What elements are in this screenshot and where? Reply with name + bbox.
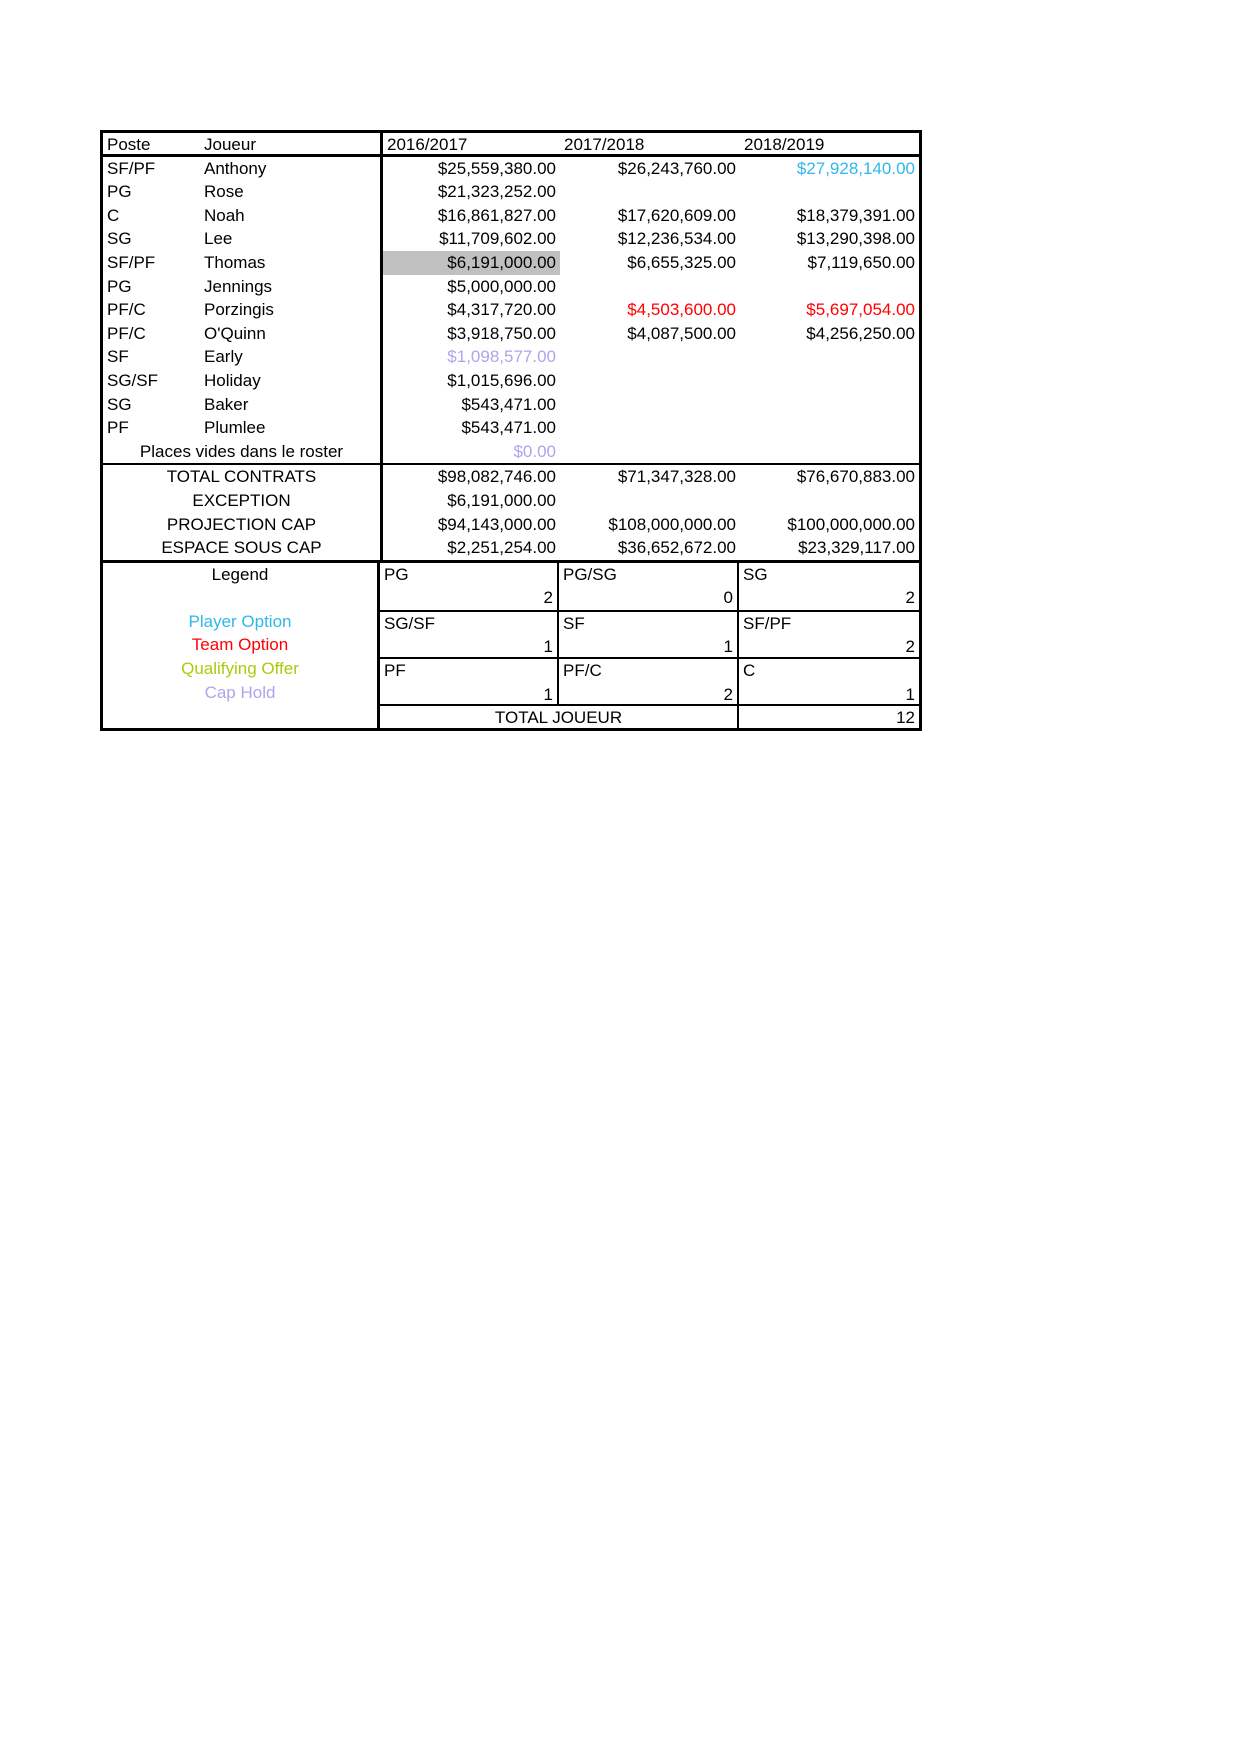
player-row [103, 180, 919, 204]
salary-2016-2017: $1,015,696.00 [380, 369, 560, 393]
position-count-cell [737, 563, 919, 610]
header-season-2016-2017: 2016/2017 [380, 133, 560, 156]
salary-2018-2019: $4,256,250.00 [806, 323, 915, 343]
bottom-section [100, 563, 922, 731]
salary-2017-2018 [560, 180, 740, 204]
position-count-cell [557, 610, 737, 657]
position-count: 0 [723, 588, 733, 608]
player-position: SF/PF [107, 158, 156, 178]
summary-2016-2017: $94,143,000.00 [380, 513, 560, 537]
salary-2016-2017: $543,471.00 [380, 416, 560, 440]
player-position: SG/SF [107, 370, 159, 390]
player-position: SG [107, 394, 132, 414]
salary-2016-2017: $3,918,750.00 [380, 322, 560, 346]
player-name: Noah [204, 205, 245, 225]
legend-item: Qualifying Offer [181, 659, 299, 679]
summary-rows [103, 463, 919, 559]
salary-2018-2019: $7,119,650.00 [807, 252, 915, 272]
salary-2017-2018 [560, 345, 740, 369]
salary-2016-2017: $543,471.00 [380, 393, 560, 417]
legend-item: Cap Hold [204, 682, 276, 702]
player-name: Rose [204, 182, 244, 202]
salary-2018-2019: $13,290,398.00 [796, 229, 915, 249]
summary-label: TOTAL CONTRATS [166, 467, 317, 487]
player-row [103, 393, 919, 417]
summary-2017-2018: $71,347,328.00 [617, 467, 736, 487]
salary-2018-2019: $5,697,054.00 [806, 300, 915, 320]
summary-label: EXCEPTION [192, 490, 291, 510]
position-summary [380, 563, 919, 728]
position-label: PG/SG [563, 564, 617, 584]
salary-2016-2017: $5,000,000.00 [380, 275, 560, 299]
header-season-2017-2018: 2017/2018 [564, 135, 645, 154]
player-row [103, 275, 919, 299]
player-position: C [107, 205, 120, 225]
salary-2018-2019 [740, 345, 919, 369]
player-row [103, 369, 919, 393]
position-count: 2 [543, 588, 553, 608]
player-position: SF [107, 347, 129, 367]
position-label: SG/SF [384, 613, 436, 633]
summary-2017-2018: $108,000,000.00 [608, 514, 736, 534]
player-name: O'Quinn [204, 323, 266, 343]
salary-2016-2017: $11,709,602.00 [380, 227, 560, 251]
position-count-cell [557, 563, 737, 610]
summary-2018-2019: $76,670,883.00 [796, 467, 915, 487]
player-position: PF/C [107, 323, 146, 343]
position-count: 1 [723, 637, 733, 657]
position-count-cell [737, 657, 919, 704]
position-count: 1 [543, 684, 553, 704]
summary-row [103, 463, 919, 489]
player-row [103, 227, 919, 251]
position-label: PG [384, 564, 409, 584]
salary-2017-2018: $17,620,609.00 [617, 205, 736, 225]
salary-2017-2018: $12,236,534.00 [617, 229, 736, 249]
salary-2018-2019 [740, 369, 919, 393]
salary-2016-2017: $1,098,577.00 [380, 345, 560, 369]
position-count-cell [380, 657, 557, 704]
position-count-cell [380, 563, 557, 610]
player-name: Porzingis [204, 300, 274, 320]
salary-2017-2018 [560, 369, 740, 393]
salary-2016-2017: $16,861,827.00 [380, 204, 560, 228]
position-count: 2 [723, 684, 733, 704]
position-label: C [743, 661, 756, 681]
salary-2018-2019 [740, 275, 919, 299]
header-season-2018-2019: 2018/2019 [744, 135, 825, 154]
position-label: SG [743, 564, 768, 584]
salary-2018-2019 [740, 180, 919, 204]
player-name: Plumlee [204, 418, 266, 438]
salary-2017-2018 [560, 275, 740, 299]
legend-box [103, 563, 380, 728]
position-count: 2 [905, 588, 915, 608]
legend-title: Legend [211, 564, 269, 584]
summary-2016-2017: $98,082,746.00 [380, 465, 560, 489]
player-name: Lee [204, 229, 233, 249]
player-row [103, 322, 919, 346]
legend-item: Team Option [191, 635, 289, 655]
player-rows [103, 157, 919, 440]
salary-2018-2019 [740, 393, 919, 417]
position-label: PF/C [563, 661, 602, 681]
player-position: SF/PF [107, 252, 156, 272]
position-label: PF [384, 661, 406, 681]
summary-2017-2018 [560, 489, 740, 513]
salary-2018-2019 [740, 416, 919, 440]
position-label: SF [563, 613, 585, 633]
summary-label: ESPACE SOUS CAP [161, 538, 322, 558]
salary-2016-2017: $6,191,000.00 [380, 251, 560, 275]
player-row [103, 251, 919, 275]
player-name: Thomas [204, 252, 266, 272]
salary-2017-2018 [560, 393, 740, 417]
salary-cap-sheet [100, 130, 922, 731]
summary-row [103, 489, 919, 513]
legend-item: Player Option [188, 611, 292, 631]
player-name: Anthony [204, 158, 267, 178]
salary-2017-2018: $4,503,600.00 [627, 300, 736, 320]
summary-2016-2017: $2,251,254.00 [380, 536, 560, 560]
player-row [103, 416, 919, 440]
salary-2016-2017: $21,323,252.00 [380, 180, 560, 204]
salary-2017-2018 [560, 416, 740, 440]
player-position: PF [107, 418, 129, 438]
empty-roster-label: Places vides dans le roster [139, 441, 344, 461]
salary-2017-2018: $6,655,325.00 [627, 252, 736, 272]
summary-2017-2018: $36,652,672.00 [617, 538, 736, 558]
salary-2017-2018: $26,243,760.00 [617, 158, 736, 178]
position-count: 1 [905, 684, 915, 704]
empty-roster-value-2018-2019 [740, 440, 919, 464]
player-name: Holiday [204, 370, 261, 390]
position-label: SF/PF [743, 613, 792, 633]
summary-2018-2019: $23,329,117.00 [798, 538, 915, 558]
position-grid [380, 563, 919, 705]
table-header-row [103, 133, 919, 157]
salary-2018-2019: $18,379,391.00 [796, 205, 915, 225]
legend-items [103, 610, 377, 704]
position-count: 1 [543, 637, 553, 657]
player-position: PF/C [107, 300, 146, 320]
position-count: 2 [905, 637, 915, 657]
player-row [103, 345, 919, 369]
salary-2018-2019: $27,928,140.00 [796, 158, 915, 178]
total-players-value: 12 [737, 706, 919, 729]
header-poste: Poste [107, 135, 151, 154]
empty-roster-row [103, 440, 919, 464]
player-row [103, 204, 919, 228]
position-count-cell [557, 657, 737, 704]
empty-roster-value-2016-2017: $0.00 [380, 440, 560, 464]
summary-2018-2019 [740, 489, 919, 513]
salary-2017-2018: $4,087,500.00 [627, 323, 736, 343]
empty-roster-value-2017-2018 [560, 440, 740, 464]
player-name: Baker [204, 394, 249, 414]
total-players-label: TOTAL JOUEUR [494, 708, 623, 728]
player-name: Early [204, 347, 243, 367]
player-position: PG [107, 182, 132, 202]
player-position: PG [107, 276, 132, 296]
position-count-cell [380, 610, 557, 657]
salary-2016-2017: $25,559,380.00 [380, 157, 560, 181]
salary-2016-2017: $4,317,720.00 [380, 298, 560, 322]
header-joueur: Joueur [204, 135, 256, 154]
player-row [103, 157, 919, 181]
player-position: SG [107, 229, 132, 249]
summary-2016-2017: $6,191,000.00 [380, 489, 560, 513]
summary-label: PROJECTION CAP [166, 514, 317, 534]
player-row [103, 298, 919, 322]
position-count-cell [737, 610, 919, 657]
summary-row [103, 513, 919, 537]
player-name: Jennings [204, 276, 273, 296]
summary-2018-2019: $100,000,000.00 [787, 514, 915, 534]
salary-table [100, 130, 922, 563]
summary-row [103, 536, 919, 560]
legend-spacer [103, 586, 377, 610]
total-players-row [380, 704, 919, 728]
